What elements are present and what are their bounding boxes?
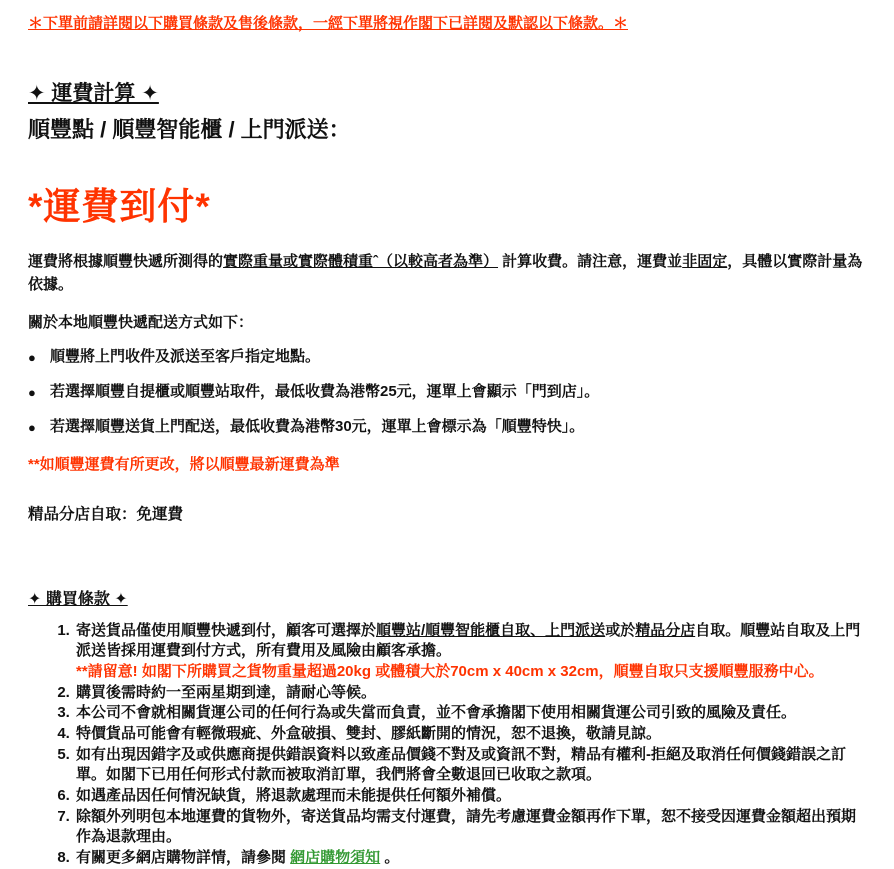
term-item: [74, 621, 868, 683]
fee-para-underlined-weight: 實際重量或實際體積重ˆ（以較高者為準）: [223, 253, 499, 270]
term-segment: 寄送貨品僅使用順豐快遞到付，顧客可選擇於: [76, 621, 377, 639]
term-underlined-pickup-options: 順豐站/順豐智能櫃自取、上門派送: [376, 621, 606, 639]
term-segment: 自取。順豐站自取及上門派送皆採用運費到付方式，所有費用及風險由顧客承擔。: [76, 621, 861, 660]
fee-para-underlined-notfixed: 非固定: [682, 253, 728, 270]
delivery-options-list: [28, 346, 868, 437]
weight-limit-warning: **請留意! 如閣下所購買之貨物重量超過20kg 或體積大於70cm x 40cm x 32cm，順豐自取只支援順豐服務中心。: [76, 662, 824, 680]
pre-order-notice: ＊下單前請詳閱以下購買條款及售後條款，一經下單將視作閣下已詳閱及默認以下條款。＊: [28, 15, 629, 32]
shop-guide-link[interactable]: 網店購物須知: [290, 849, 381, 867]
term-underlined-boutique: 精品分店: [635, 621, 696, 639]
delivery-options-intro: 關於本地順豐快遞配送方式如下：: [28, 313, 254, 331]
fee-change-note: **如順豐運費有所更改，將以順豐最新運費為準: [28, 455, 340, 473]
term-segment: 。: [380, 849, 400, 867]
term-item: 6. 如遇產品因任何情況缺貨，將退款處理而未能提供任何額外補償。: [74, 786, 868, 807]
term-item: 2. 購買後需時約一至兩星期到達，請耐心等候。: [74, 683, 868, 704]
fee-para-segment: 運費將根據順豐快遞所測得的: [28, 253, 224, 270]
shipping-calc-heading: ✦ 運費計算 ✦: [28, 82, 159, 105]
delivery-methods-subheading: 順豐點 / 順豐智能櫃 / 上門派送：: [28, 117, 351, 142]
list-item: ● 若選擇順豐自提櫃或順豐站取件，最低收費為港幣25元，運單上會顯示「門到店」。: [28, 381, 868, 402]
term-item: 7. 除額外列明包本地運費的貨物外，寄送貨品均需支付運費，請先考慮運費金額再作下單，恕不接受因運費金額超出預期作為退款理由。: [74, 807, 868, 848]
term-item: 5. 如有出現因錯字及或供應商提供錯誤資料以致產品價錢不對及或資訊不對，精品有權利-拒絕及取消任何價錢錯誤之訂單。如閣下已用任何形式付款而被取消訂單，我們將會全數退回已收取之款項。: [74, 745, 868, 786]
fee-calculation-paragraph: [28, 250, 868, 297]
purchase-terms-heading: ✦ 購買條款 ✦: [28, 590, 128, 608]
fee-para-segment: ，具體以實際計量為依據。: [28, 253, 863, 294]
freight-collect-banner: *運費到付*: [28, 186, 211, 227]
fee-para-segment: 計算收費。請注意，運費並: [498, 253, 683, 270]
term-segment: 或於: [605, 621, 636, 639]
term-item: 3. 本公司不會就相關貨運公司的任何行為或失當而負責，並不會承擔閣下使用相關貨運公司引致的風險及責任。: [74, 703, 868, 724]
term-item: [74, 848, 868, 869]
term-item: 4. 特價貨品可能會有輕微瑕疵、外盒破損、雙封、膠紙斷開的情況，恕不退換，敬請見諒。: [74, 724, 868, 745]
list-item: ● 若選擇順豐送貨上門配送，最低收費為港幣30元，運單上會標示為「順豐特快」。: [28, 416, 868, 437]
store-pickup-line: 精品分店自取：免運費: [28, 505, 184, 523]
list-item: ● 順豐將上門收件及派送至客戶指定地點。: [28, 346, 868, 367]
term-segment: 有關更多網店購物詳情，請參閱: [76, 849, 291, 867]
